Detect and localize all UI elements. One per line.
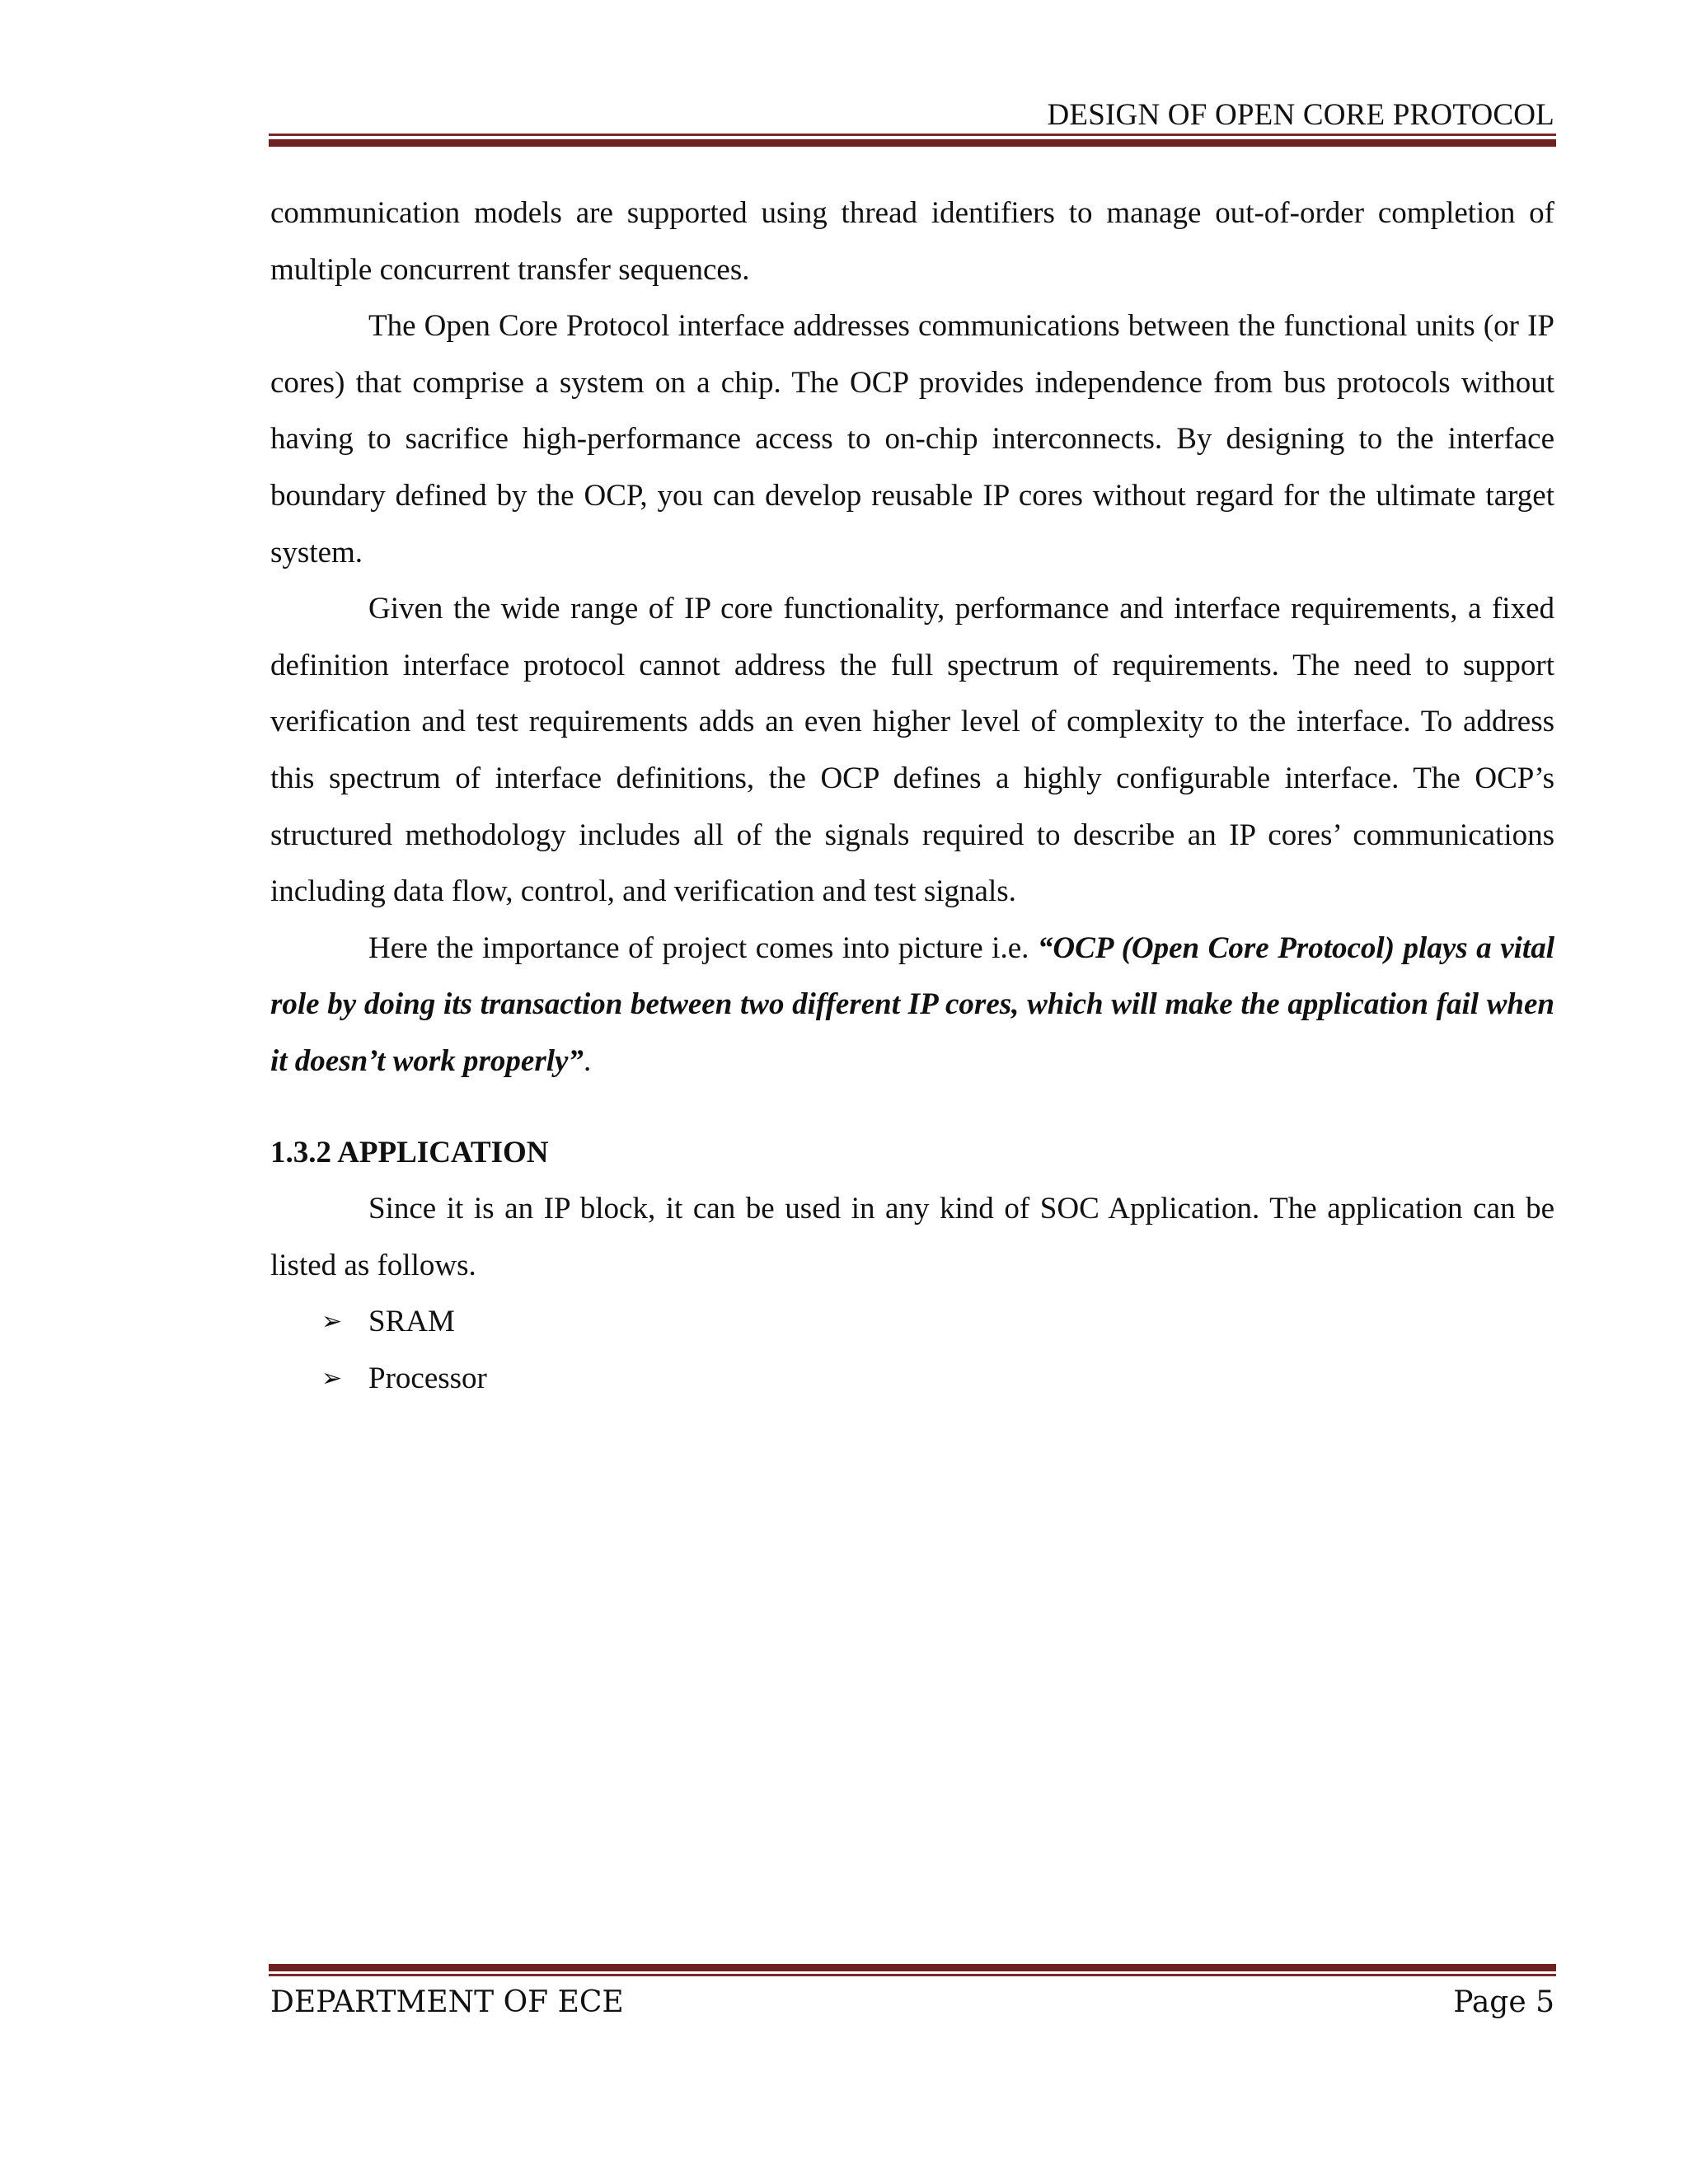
header-title: DESIGN OF OPEN CORE PROTOCOL	[1047, 98, 1554, 132]
list-item	[270, 1351, 1554, 1408]
arrowhead-bullet-icon: ➢	[321, 1363, 343, 1393]
footer-rule-thin	[269, 1974, 1556, 1976]
arrowhead-bullet-icon: ➢	[321, 1307, 343, 1337]
paragraph-4-intro: Here the importance of project comes into picture i.e.	[368, 930, 1038, 965]
application-list	[270, 1294, 1554, 1407]
header-rule-thin	[269, 134, 1556, 136]
footer-page-number: Page 5	[1453, 1985, 1554, 2019]
footer-department: DEPARTMENT OF ECE	[270, 1985, 624, 2019]
paragraph-2: The Open Core Protocol interface addresses communications between the functional units (or IP cores) that comprise a system on a chip. The OCP provides independence from bus protocols without having to sacrifice high-performance access to on-chip interconnects. By designing to the interface boundary defined by the OCP, you can develop reusable IP cores without regard for the ultimate target system.	[270, 309, 1554, 569]
paragraph-4-end: .	[583, 1043, 592, 1078]
list-item	[270, 1294, 1554, 1351]
section-heading: 1.3.2 APPLICATION	[270, 1135, 549, 1169]
list-item-label: SRAM	[368, 1305, 455, 1339]
paragraph-3: Given the wide range of IP core functionality, performance and interface requirements, a fixed definition interface protocol cannot address the full spectrum of requirements. The need to support verification and test requirements adds an even higher level of complexity to the interface. To address this spectrum of interface definitions, the OCP defines a highly configurable interface. The OCP’s structured methodology includes all of the signals required to describe an IP cores’ communications including data flow, control, and verification and test signals.	[270, 592, 1554, 909]
body-text	[270, 185, 1554, 1407]
paragraph-1: communication models are supported using thread identifiers to manage out-of-order completion of multiple concurrent transfer sequences.	[270, 196, 1554, 287]
list-item-label: Processor	[368, 1361, 487, 1395]
footer-rule-thick	[269, 1964, 1556, 1971]
section-paragraph: Since it is an IP block, it can be used in any kind of SOC Application. The application can be listed as follows.	[270, 1192, 1554, 1282]
paragraph-4	[270, 921, 1554, 1090]
header-rule-thick	[269, 139, 1556, 147]
paragraph-4-emphasis: “OCP (Open Core Protocol) plays a vital role by doing its transaction between two different IP cores, which will make the application fail when it doesn’t work properly”	[270, 930, 1554, 1078]
